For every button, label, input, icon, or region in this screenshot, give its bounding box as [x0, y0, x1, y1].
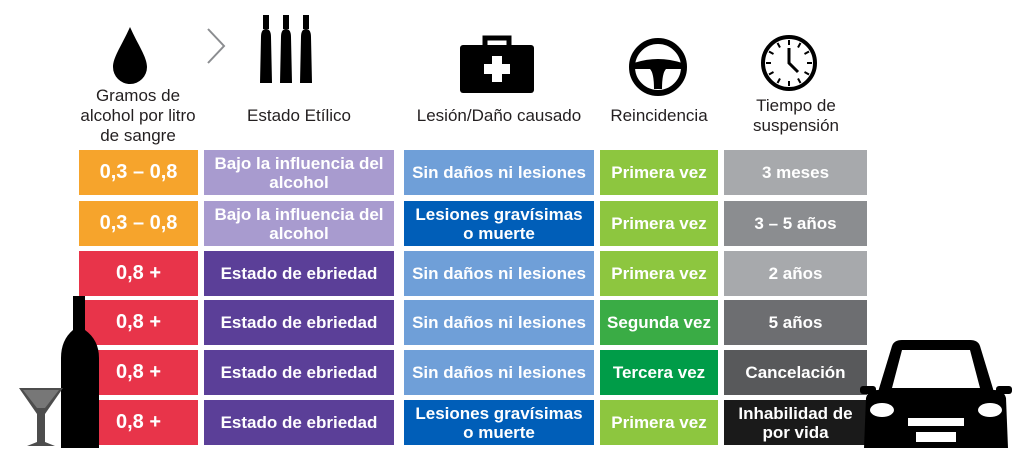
- alcohol-cell: 0,3 – 0,8: [79, 150, 198, 195]
- clock-icon: [760, 34, 818, 92]
- alcohol-cell: 0,8 +: [79, 300, 198, 345]
- estado-cell: Estado de ebriedad: [204, 350, 394, 395]
- steering-wheel-icon: [628, 37, 688, 97]
- car-icon: [858, 336, 1014, 450]
- tiempo-cell: 2 años: [724, 251, 867, 296]
- bottles-icon: [258, 15, 318, 85]
- lesion-cell: Lesiones gravísimas o muerte: [404, 201, 594, 246]
- tiempo-cell: Inhabilidad de por vida: [724, 400, 867, 445]
- wine-bottle-and-glass-icon: [15, 296, 105, 454]
- header-estado: Estado Etílico: [247, 106, 351, 125]
- reincidencia-cell: Tercera vez: [600, 350, 718, 395]
- tiempo-cell: 5 años: [724, 300, 867, 345]
- alcohol-cell: 0,8 +: [79, 251, 198, 296]
- lesion-cell: Lesiones gravísimas o muerte: [404, 400, 594, 445]
- header-alcohol: Gramos de alcohol por litro de sangre: [80, 86, 196, 145]
- reincidencia-cell: Segunda vez: [600, 300, 718, 345]
- tiempo-cell: Cancelación: [724, 350, 867, 395]
- lesion-cell: Sin daños ni lesiones: [404, 350, 594, 395]
- chevron-right-icon: [205, 26, 227, 66]
- tiempo-cell: 3 – 5 años: [724, 201, 867, 246]
- alcohol-cell: 0,3 – 0,8: [79, 201, 198, 246]
- lesion-cell: Sin daños ni lesiones: [404, 300, 594, 345]
- blood-drop-icon: [110, 25, 150, 85]
- header-lesion: Lesión/Daño causado: [416, 106, 582, 125]
- lesion-cell: Sin daños ni lesiones: [404, 150, 594, 195]
- tiempo-cell: 3 meses: [724, 150, 867, 195]
- alcohol-cell: 0,8 +: [79, 400, 198, 445]
- reincidencia-cell: Primera vez: [600, 251, 718, 296]
- header-reincidencia: Reincidencia: [610, 106, 708, 125]
- reincidencia-cell: Primera vez: [600, 400, 718, 445]
- estado-cell: Bajo la influencia del alcohol: [204, 150, 394, 195]
- first-aid-kit-icon: [458, 35, 536, 95]
- estado-cell: Estado de ebriedad: [204, 400, 394, 445]
- header-tiempo: Tiempo de suspensión: [752, 96, 839, 135]
- estado-cell: Estado de ebriedad: [204, 300, 394, 345]
- estado-cell: Bajo la influencia del alcohol: [204, 201, 394, 246]
- reincidencia-cell: Primera vez: [600, 201, 718, 246]
- alcohol-cell: 0,8 +: [79, 350, 198, 395]
- estado-cell: Estado de ebriedad: [204, 251, 394, 296]
- lesion-cell: Sin daños ni lesiones: [404, 251, 594, 296]
- reincidencia-cell: Primera vez: [600, 150, 718, 195]
